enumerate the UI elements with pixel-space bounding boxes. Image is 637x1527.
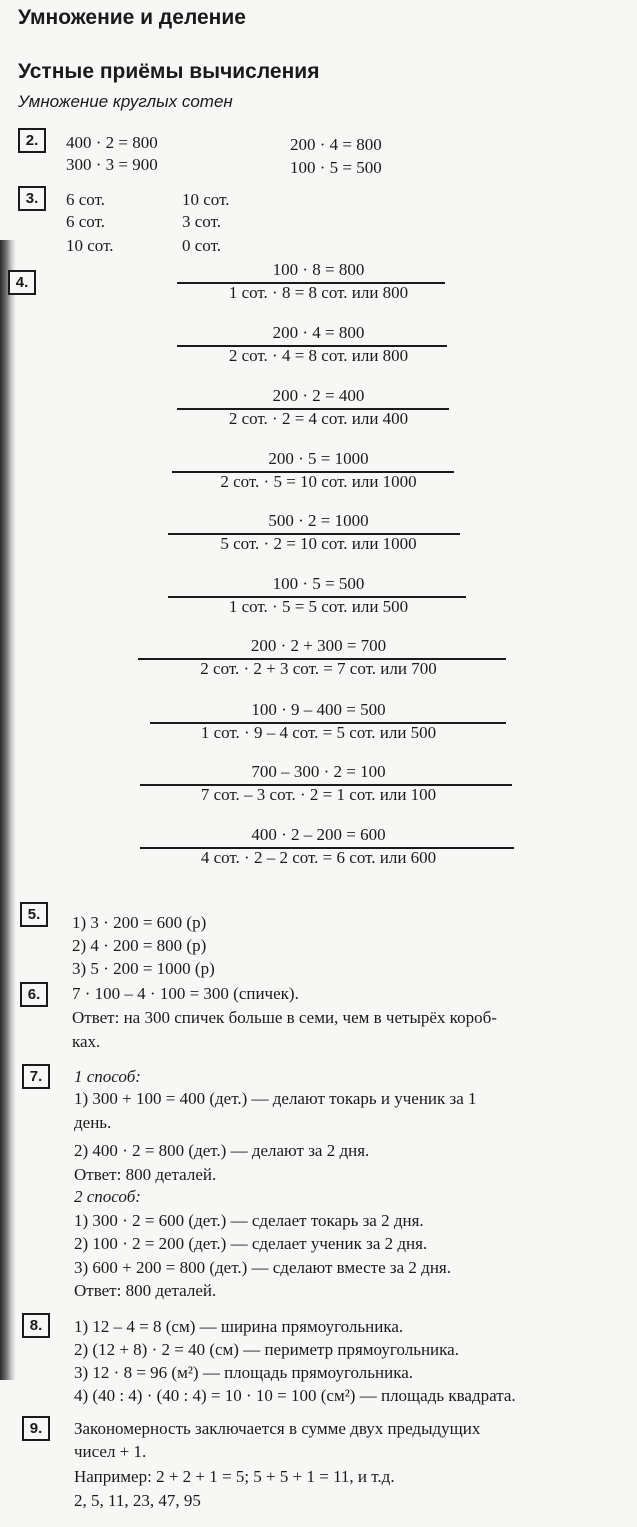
task5-line-2: 2) 4 · 200 = 800 (р) <box>72 936 207 955</box>
task3-col2-line-2: 3 сот. <box>182 212 221 231</box>
task4-item-6-bottom: 1 сот. · 5 = 5 сот. или 500 <box>228 597 409 616</box>
task4-item-4-bottom: 2 сот. · 5 = 10 сот. или 1000 <box>220 472 417 491</box>
task8-line-4: 4) (40 : 4) · (40 : 4) = 10 · 10 = 100 (см²) — площадь квадрата. <box>74 1386 516 1405</box>
task7-m1-line-3: 2) 400 · 2 = 800 (дет.) — делают за 2 дня. <box>74 1141 370 1160</box>
subsection-title: Устные приёмы вычисления <box>18 60 320 83</box>
task4-item-10-bottom: 4 сот. · 2 – 2 сот. = 6 сот. или 600 <box>200 848 437 867</box>
task7-m1-line-2: день. <box>74 1113 112 1132</box>
task3-col2-line-1: 10 сот. <box>182 190 230 209</box>
task4-item-8-bottom: 1 сот. · 9 – 4 сот. = 5 сот. или 500 <box>200 723 437 742</box>
task4-item-4-top: 200 · 5 = 1000 <box>268 449 369 468</box>
task4-item-1-top: 100 · 8 = 800 <box>272 260 365 279</box>
task4-item-5-top: 500 · 2 = 1000 <box>268 511 369 530</box>
task4-item-4 <box>0 449 637 499</box>
task6-line-1: 7 · 100 – 4 · 100 = 300 (спичек). <box>72 984 299 1003</box>
task2-right-line-1: 200 · 4 = 800 <box>290 135 382 154</box>
task7-method2-label: 2 способ: <box>74 1187 141 1206</box>
task-number-9: 9. <box>22 1416 50 1441</box>
task4-item-1-bottom: 1 сот. · 8 = 8 сот. или 800 <box>228 283 409 302</box>
task4-item-5-bottom: 5 сот. · 2 = 10 сот. или 1000 <box>220 534 417 553</box>
task7-m1-line-1: 1) 300 + 100 = 400 (дет.) — делают токарь и ученик за 1 <box>74 1089 477 1108</box>
task4-item-2-top: 200 · 4 = 800 <box>272 323 365 342</box>
task7-m2-line-1: 1) 300 · 2 = 600 (дет.) — сделает токарь за 2 дня. <box>74 1211 424 1230</box>
topic-title: Умножение круглых сотен <box>18 92 233 111</box>
task9-line-3: Например: 2 + 2 + 1 = 5; 5 + 5 + 1 = 11, и т.д. <box>74 1467 395 1486</box>
task4-item-1 <box>0 260 637 310</box>
task2-right-line-2: 100 · 5 = 500 <box>290 158 382 177</box>
task2-left-line-1: 400 · 2 = 800 <box>66 133 158 152</box>
task4-item-9-bottom: 7 сот. – 3 сот. · 2 = 1 сот. или 100 <box>200 785 437 804</box>
task-number-5: 5. <box>20 902 48 927</box>
task4-item-2-bottom: 2 сот. · 4 = 8 сот. или 800 <box>228 346 409 365</box>
task4-item-9 <box>0 762 637 812</box>
task9-line-4: 2, 5, 11, 23, 47, 95 <box>74 1491 201 1510</box>
task4-item-5 <box>0 511 637 561</box>
task3-col2-line-3: 0 сот. <box>182 236 221 255</box>
task4-item-10-top: 400 · 2 – 200 = 600 <box>251 825 386 844</box>
task3-col1-line-3: 10 сот. <box>66 236 114 255</box>
task4-item-7 <box>0 636 637 686</box>
task4-item-7-top: 200 · 2 + 300 = 700 <box>250 636 387 655</box>
task9-line-2: чисел + 1. <box>74 1442 147 1461</box>
task4-item-9-top: 700 – 300 · 2 = 100 <box>251 762 386 781</box>
task4-item-3-bottom: 2 сот. · 2 = 4 сот. или 400 <box>228 409 409 428</box>
task7-m2-line-4: Ответ: 800 деталей. <box>74 1281 217 1300</box>
task-number-3: 3. <box>18 186 46 211</box>
task5-line-3: 3) 5 · 200 = 1000 (р) <box>72 959 215 978</box>
task4-item-7-bottom: 2 сот. · 2 + 3 сот. = 7 сот. или 700 <box>200 659 437 678</box>
task4-item-6 <box>0 574 637 624</box>
task7-m1-line-4: Ответ: 800 деталей. <box>74 1165 217 1184</box>
task4-item-10 <box>0 825 637 875</box>
task8-line-1: 1) 12 – 4 = 8 (см) — ширина прямоугольника. <box>74 1317 404 1336</box>
task7-m2-line-2: 2) 100 · 2 = 200 (дет.) — сделает ученик за 2 дня. <box>74 1234 428 1253</box>
task3-col1-line-1: 6 сот. <box>66 190 105 209</box>
task7-m2-line-3: 3) 600 + 200 = 800 (дет.) — сделают вместе за 2 дня. <box>74 1258 451 1277</box>
task4-item-6-top: 100 · 5 = 500 <box>272 574 365 593</box>
task5-line-1: 1) 3 · 200 = 600 (р) <box>72 913 207 932</box>
task2-left-line-2: 300 · 3 = 900 <box>66 155 158 174</box>
task3-col1-line-2: 6 сот. <box>66 212 105 231</box>
task4-item-8 <box>0 700 637 750</box>
task6-line-3: ках. <box>72 1032 101 1051</box>
task-number-4: 4. <box>8 270 36 295</box>
task-number-8: 8. <box>22 1313 50 1338</box>
task4-item-3 <box>0 386 637 436</box>
task4-item-8-top: 100 · 9 – 400 = 500 <box>251 700 386 719</box>
section-title: Умножение и деление <box>18 6 246 29</box>
task-number-7: 7. <box>22 1064 50 1089</box>
task8-line-3: 3) 12 · 8 = 96 (м²) — площадь прямоугольника. <box>74 1363 414 1382</box>
task-number-6: 6. <box>20 982 48 1007</box>
task6-line-2: Ответ: на 300 спичек больше в семи, чем в четырёх короб- <box>72 1008 497 1027</box>
task-number-2: 2. <box>18 128 46 153</box>
task4-item-3-top: 200 · 2 = 400 <box>272 386 365 405</box>
task9-line-1: Закономерность заключается в сумме двух предыдущих <box>74 1419 481 1438</box>
task8-line-2: 2) (12 + 8) · 2 = 40 (см) — периметр прямоугольника. <box>74 1340 459 1359</box>
task4-item-2 <box>0 323 637 373</box>
task7-method1-label: 1 способ: <box>74 1067 141 1086</box>
